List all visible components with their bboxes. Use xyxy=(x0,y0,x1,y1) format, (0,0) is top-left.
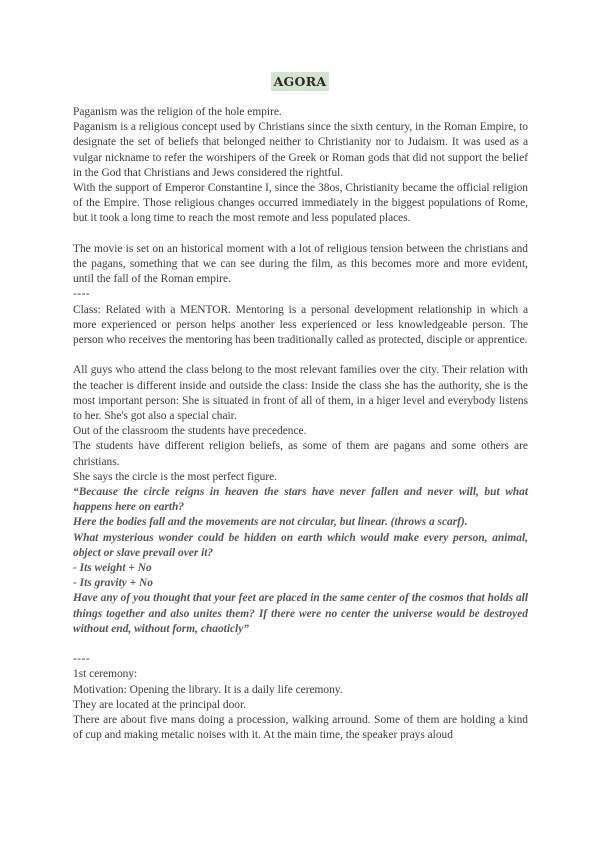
separator: ---- xyxy=(73,288,91,301)
paragraph-circle: She says the circle is the most perfect figure. xyxy=(73,470,278,483)
blank-line xyxy=(73,348,528,363)
quote-gravity: - Its gravity + No xyxy=(73,577,153,590)
paragraph-students-families: All guys who attend the class belong to the most relevant families over the city. Their relation with the teacher is different inside and outside the class: Inside the class she has the authority, she is the most important person: She is situated in front of all of them, in a higer level and everybody listens to her. She's got also a special chair. xyxy=(73,364,528,423)
paragraph-religion-beliefs: The students have different religion beliefs, as some of them are pagans and some others are christians. xyxy=(73,440,528,468)
heading-first-ceremony: 1st ceremony: xyxy=(73,668,138,681)
quote-mysterious-wonder: What mysterious wonder could be hidden on earth which would make every person, animal, object or slave prevail over it? xyxy=(73,531,528,559)
blank-line xyxy=(73,227,528,242)
document-title: AGORA xyxy=(271,72,330,91)
title-wrap xyxy=(0,72,600,91)
paragraph-location: They are located at the principal door. xyxy=(73,698,247,711)
quote-bodies-fall: Here the bodies fall and the movements are not circular, but linear. (throws a scarf). xyxy=(73,516,468,529)
paragraph-constantine: With the support of Emperor Constantine I, since the 38os, Christianity became the official religion of the Empire. Those religious changes occurred immediately in the biggest populations of Rome, but it took a long time to reach the most remote and less populated places. xyxy=(73,182,528,225)
paragraph-paganism-intro: Paganism was the religion of the hole empire. xyxy=(73,106,282,118)
quote-cosmos-center: Have any of you thought that your feet are placed in the same center of the cosmos that holds all things together and also unites them? If there were no center the universe would be destroyed without end, without form, chaoticly” xyxy=(73,592,528,635)
quote-weight: - Its weight + No xyxy=(73,562,152,575)
paragraph-procession: There are about five mans doing a procession, walking arround. Some of them are holding a kind of cup and making metalic noises with it. At the main time, the speaker prays aloud xyxy=(73,714,528,742)
blank-line xyxy=(73,637,528,652)
quote-circle-heaven: “Because the circle reigns in heaven the stars have never fallen and never will, but what happens here on earth? xyxy=(73,486,528,514)
separator: ---- xyxy=(73,653,91,666)
paragraph-motivation: Motivation: Opening the library. It is a daily life ceremony. xyxy=(73,683,343,696)
paragraph-movie-setting: The movie is set on an historical moment with a lot of religious tension between the christians and the pagans, something that we can see during the film, as this becomes more and more evident, until the fall of the Roman empire. xyxy=(73,242,528,286)
paragraph-paganism-definition: Paganism is a religious concept used by Christians since the sixth century, in the Roman Empire, to designate the set of beliefs that belonged neither to Christianity nor to Judaism. It was used as a vulgar nickname to refer the worshipers of the Greek or Roman gods that did not support the belief in the God that Christians and Jews considered the rightful. xyxy=(73,121,528,179)
paragraph-class-mentor: Class: Related with a MENTOR. Mentoring is a personal development relationship in which a more experienced or person helps another less experienced or less knowledgeable person. The person who receives the mentoring has been traditionally called as protected, disciple or apprentice. xyxy=(73,303,528,347)
document-body xyxy=(73,105,528,743)
paragraph-precedence: Out of the classroom the students have precedence. xyxy=(73,425,307,438)
